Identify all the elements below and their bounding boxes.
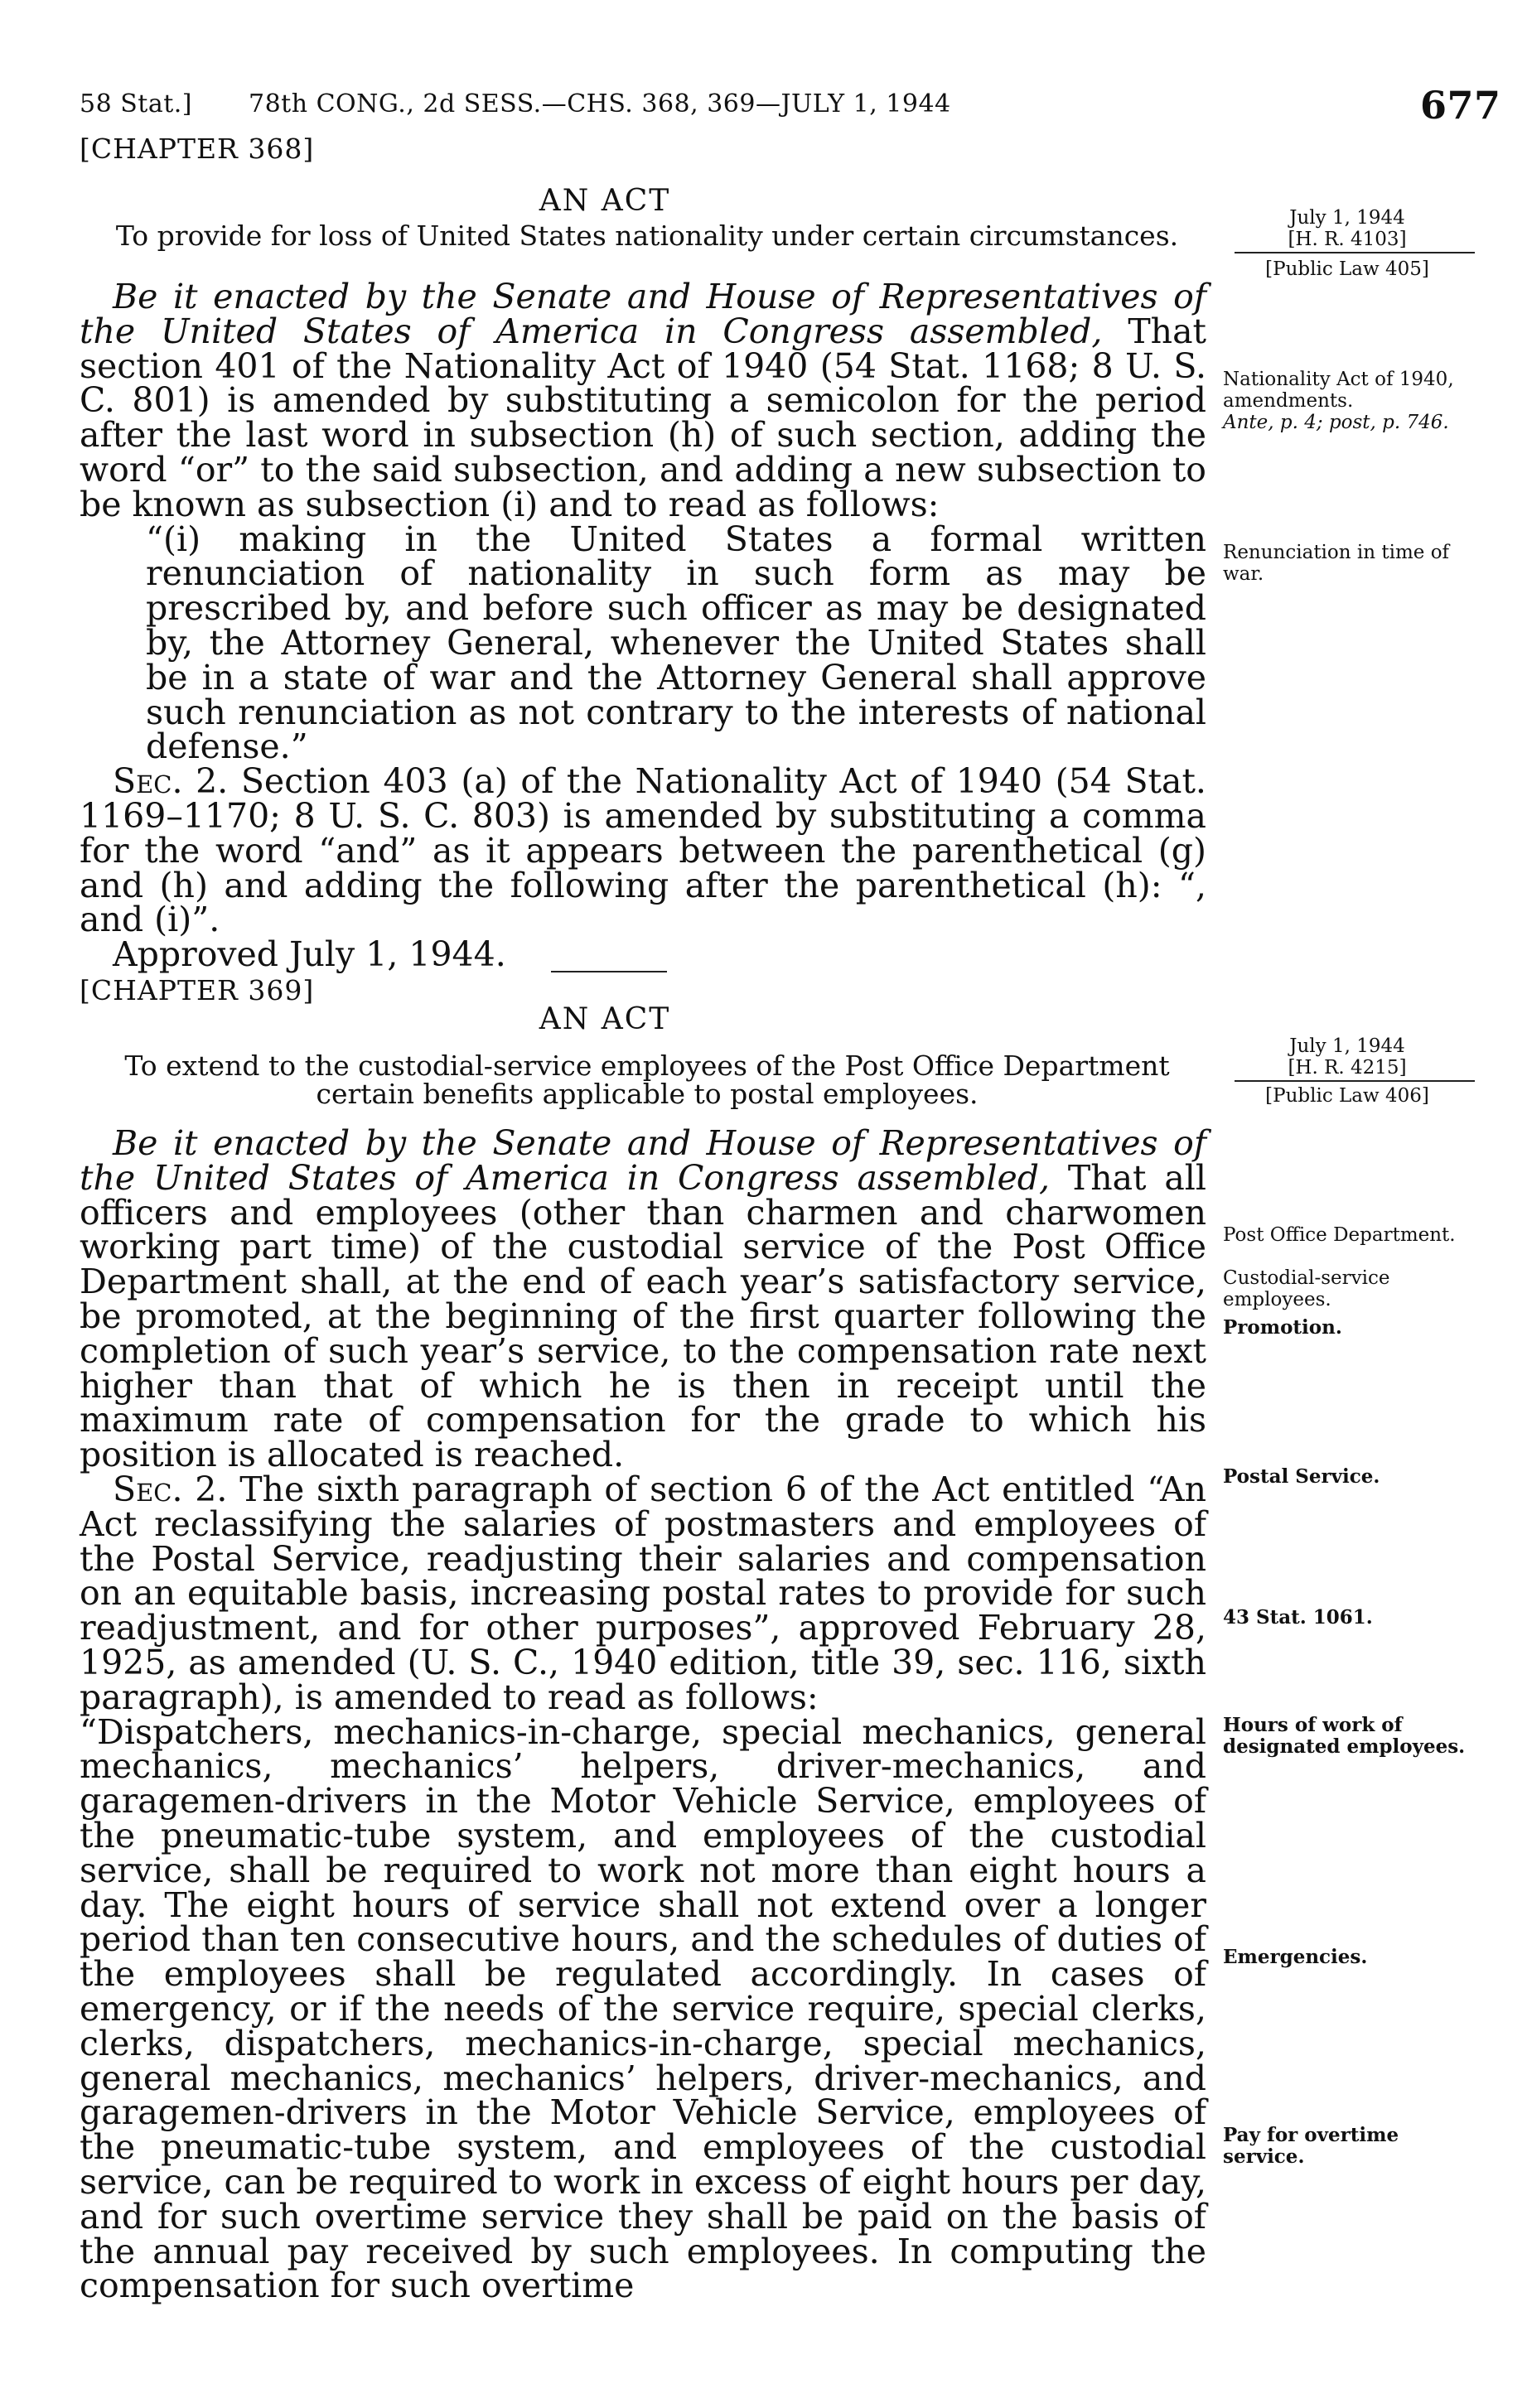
quoted-paragraph: “Dispatchers, mechanics-in-charge, special mechanics, general mechanics, mechanics’ helpers, driver-mechanics, and garagemen-drivers in the Motor Vehicle Service, employees of the pneumatic-tube system, and employees of the custodial service, shall be required to work not more than eight hours a day. The eight hours of service shall not extend over a longer period than ten consecutive hours, and the schedules of duties of the employees shall be regulated accordingly. In cases of emergency, or if the needs of the service require, special clerks, clerks, dispatchers, mechanics-in-charge, special mechanics, general mechanics, mechanics’ helpers, driver-mechanics, and garagemen-drivers in the Motor Vehicle Service, employees of the pneumatic-tube system, and employees of the custodial service, can be required to work in excess of eight hours per day, and for such overtime service they shall be paid on the basis of the annual pay received by such employees. In computing the compensation for such overtime	[80, 1711, 1206, 2306]
enacting-clause: Be it enacted by the Senate and House of Representatives of the United States of America in Congress assembled,	[80, 1123, 1206, 1198]
margin-note-custodial: Custodial-service employees.	[1223, 1267, 1390, 1310]
chapter-369-body	[80, 1123, 1206, 2306]
chapter-368-side-date: July 1, 1944	[1289, 207, 1405, 229]
section-1-text: That all officers and employees (other than charmen and charwomen working part time) of the custodial service of the Post Office Department shall, at the end of each year’s satisfactory service, be promoted, at the beginning of the first quarter following the completion of such year’s service, to the compensation rate next higher than that of which he is then in receipt until the maximum rate of compensation for the grade to which his position is allocated is reached.	[80, 1157, 1206, 1475]
margin-note-overtime-pay: Pay for overtime service.	[1223, 2124, 1399, 2168]
running-head-volume: 58 Stat.]	[80, 89, 192, 118]
chapter-369-side-bill: [H. R. 4215]	[1288, 1057, 1407, 1079]
running-head-title: 78th CONG., 2d SESS.—CHS. 368, 369—JULY 1, 1944	[249, 89, 951, 118]
margin-note-references: Ante, p. 4; post, p. 746.	[1223, 412, 1449, 433]
margin-note-renunciation: Renunciation in time of war.	[1223, 542, 1450, 585]
chapter-369-act-title: AN ACT	[539, 1002, 671, 1036]
chapter-369-heading: [CHAPTER 369]	[80, 974, 315, 1006]
margin-note-nationality: Nationality Act of 1940, amendments.	[1223, 369, 1454, 412]
side-rule	[1235, 1080, 1475, 1082]
chapter-368-side-bill: [H. R. 4103]	[1288, 229, 1407, 250]
margin-note-promotion: Promotion.	[1223, 1316, 1342, 1339]
margin-note-emergencies: Emergencies.	[1223, 1946, 1368, 1968]
chapter-369-purpose-line1: To extend to the custodial-service employees of the Post Office Department	[124, 1050, 1170, 1082]
chapter-368-heading: [CHAPTER 368]	[80, 133, 315, 165]
margin-note-postal-service: Postal Service.	[1223, 1465, 1380, 1488]
margin-note-post-office: Post Office Department.	[1223, 1224, 1456, 1246]
page-number: 677	[1420, 83, 1501, 128]
section-1-text: That section 401 of the Nationality Act of 1940 (54 Stat. 1168; 8 U. S. C. 801) is amended by substituting a semicolon for the period after the last word in subsection (h) of such section, adding the word “or” to the said subsection, and adding a new subsection to be known as subsection (i) and to read as follows:	[80, 311, 1206, 524]
chapter-divider-rule	[551, 971, 667, 972]
chapter-369-side-date: July 1, 1944	[1289, 1035, 1405, 1057]
section-2-paragraph	[80, 761, 1206, 940]
margin-note-hours: Hours of work of designated employees.	[1223, 1714, 1466, 1758]
section-2-text: Section 403 (a) of the Nationality Act of 1940 (54 Stat. 1169–1170; 8 U. S. C. 803) is amended by substituting a comma for the word “and” as it appears between the parenthetical (g) and (h) and adding the following after the parenthetical (h): “, and (i)”.	[80, 761, 1206, 940]
chapter-369-purpose-line2: certain benefits applicable to postal employees.	[316, 1078, 979, 1110]
chapter-369-side-law: [Public Law 406]	[1265, 1085, 1429, 1107]
quoted-subsection-i: “(i) making in the United States a formal written renunciation of nationality in such form as may be prescribed by, and before such officer as may be designated by, the Attorney General, whenever the United States shall be in a state of war and the Attorney General shall approve such renunciation as not contrary to the interests of national defense.”	[146, 519, 1206, 767]
chapter-369-enacting-paragraph	[80, 1123, 1206, 1475]
section-2-text: The sixth paragraph of section 6 of the Act entitled “An Act reclassifying the salaries of postmasters and employees of the Postal Service, readjusting their salaries and compensation on an equitable basis, increasing postal rates to provide for such readjustment, and for other purposes”, approved February 28, 1925, as amended (U. S. C., 1940 edition, title 39, sec. 116, sixth paragraph), is amended to read as follows:	[80, 1469, 1206, 1717]
chapter-368-act-title: AN ACT	[539, 184, 671, 218]
chapter-368-side-law: [Public Law 405]	[1265, 258, 1429, 280]
approval-line: Approved July 1, 1944.	[113, 934, 506, 975]
section-2-label: Sec. 2.	[113, 761, 229, 802]
chapter-368-body	[80, 277, 1206, 975]
chapter-368-enacting-paragraph	[80, 277, 1206, 524]
section-2-paragraph	[80, 1469, 1206, 1717]
chapter-368-purpose: To provide for loss of United States nationality under certain circumstances.	[115, 220, 1179, 252]
enacting-clause: Be it enacted by the Senate and House of Representatives of the United States of America in Congress assembled,	[80, 277, 1206, 351]
section-2-label: Sec. 2.	[113, 1469, 228, 1509]
side-rule	[1235, 252, 1475, 253]
margin-note-stat: 43 Stat. 1061.	[1223, 1606, 1373, 1629]
